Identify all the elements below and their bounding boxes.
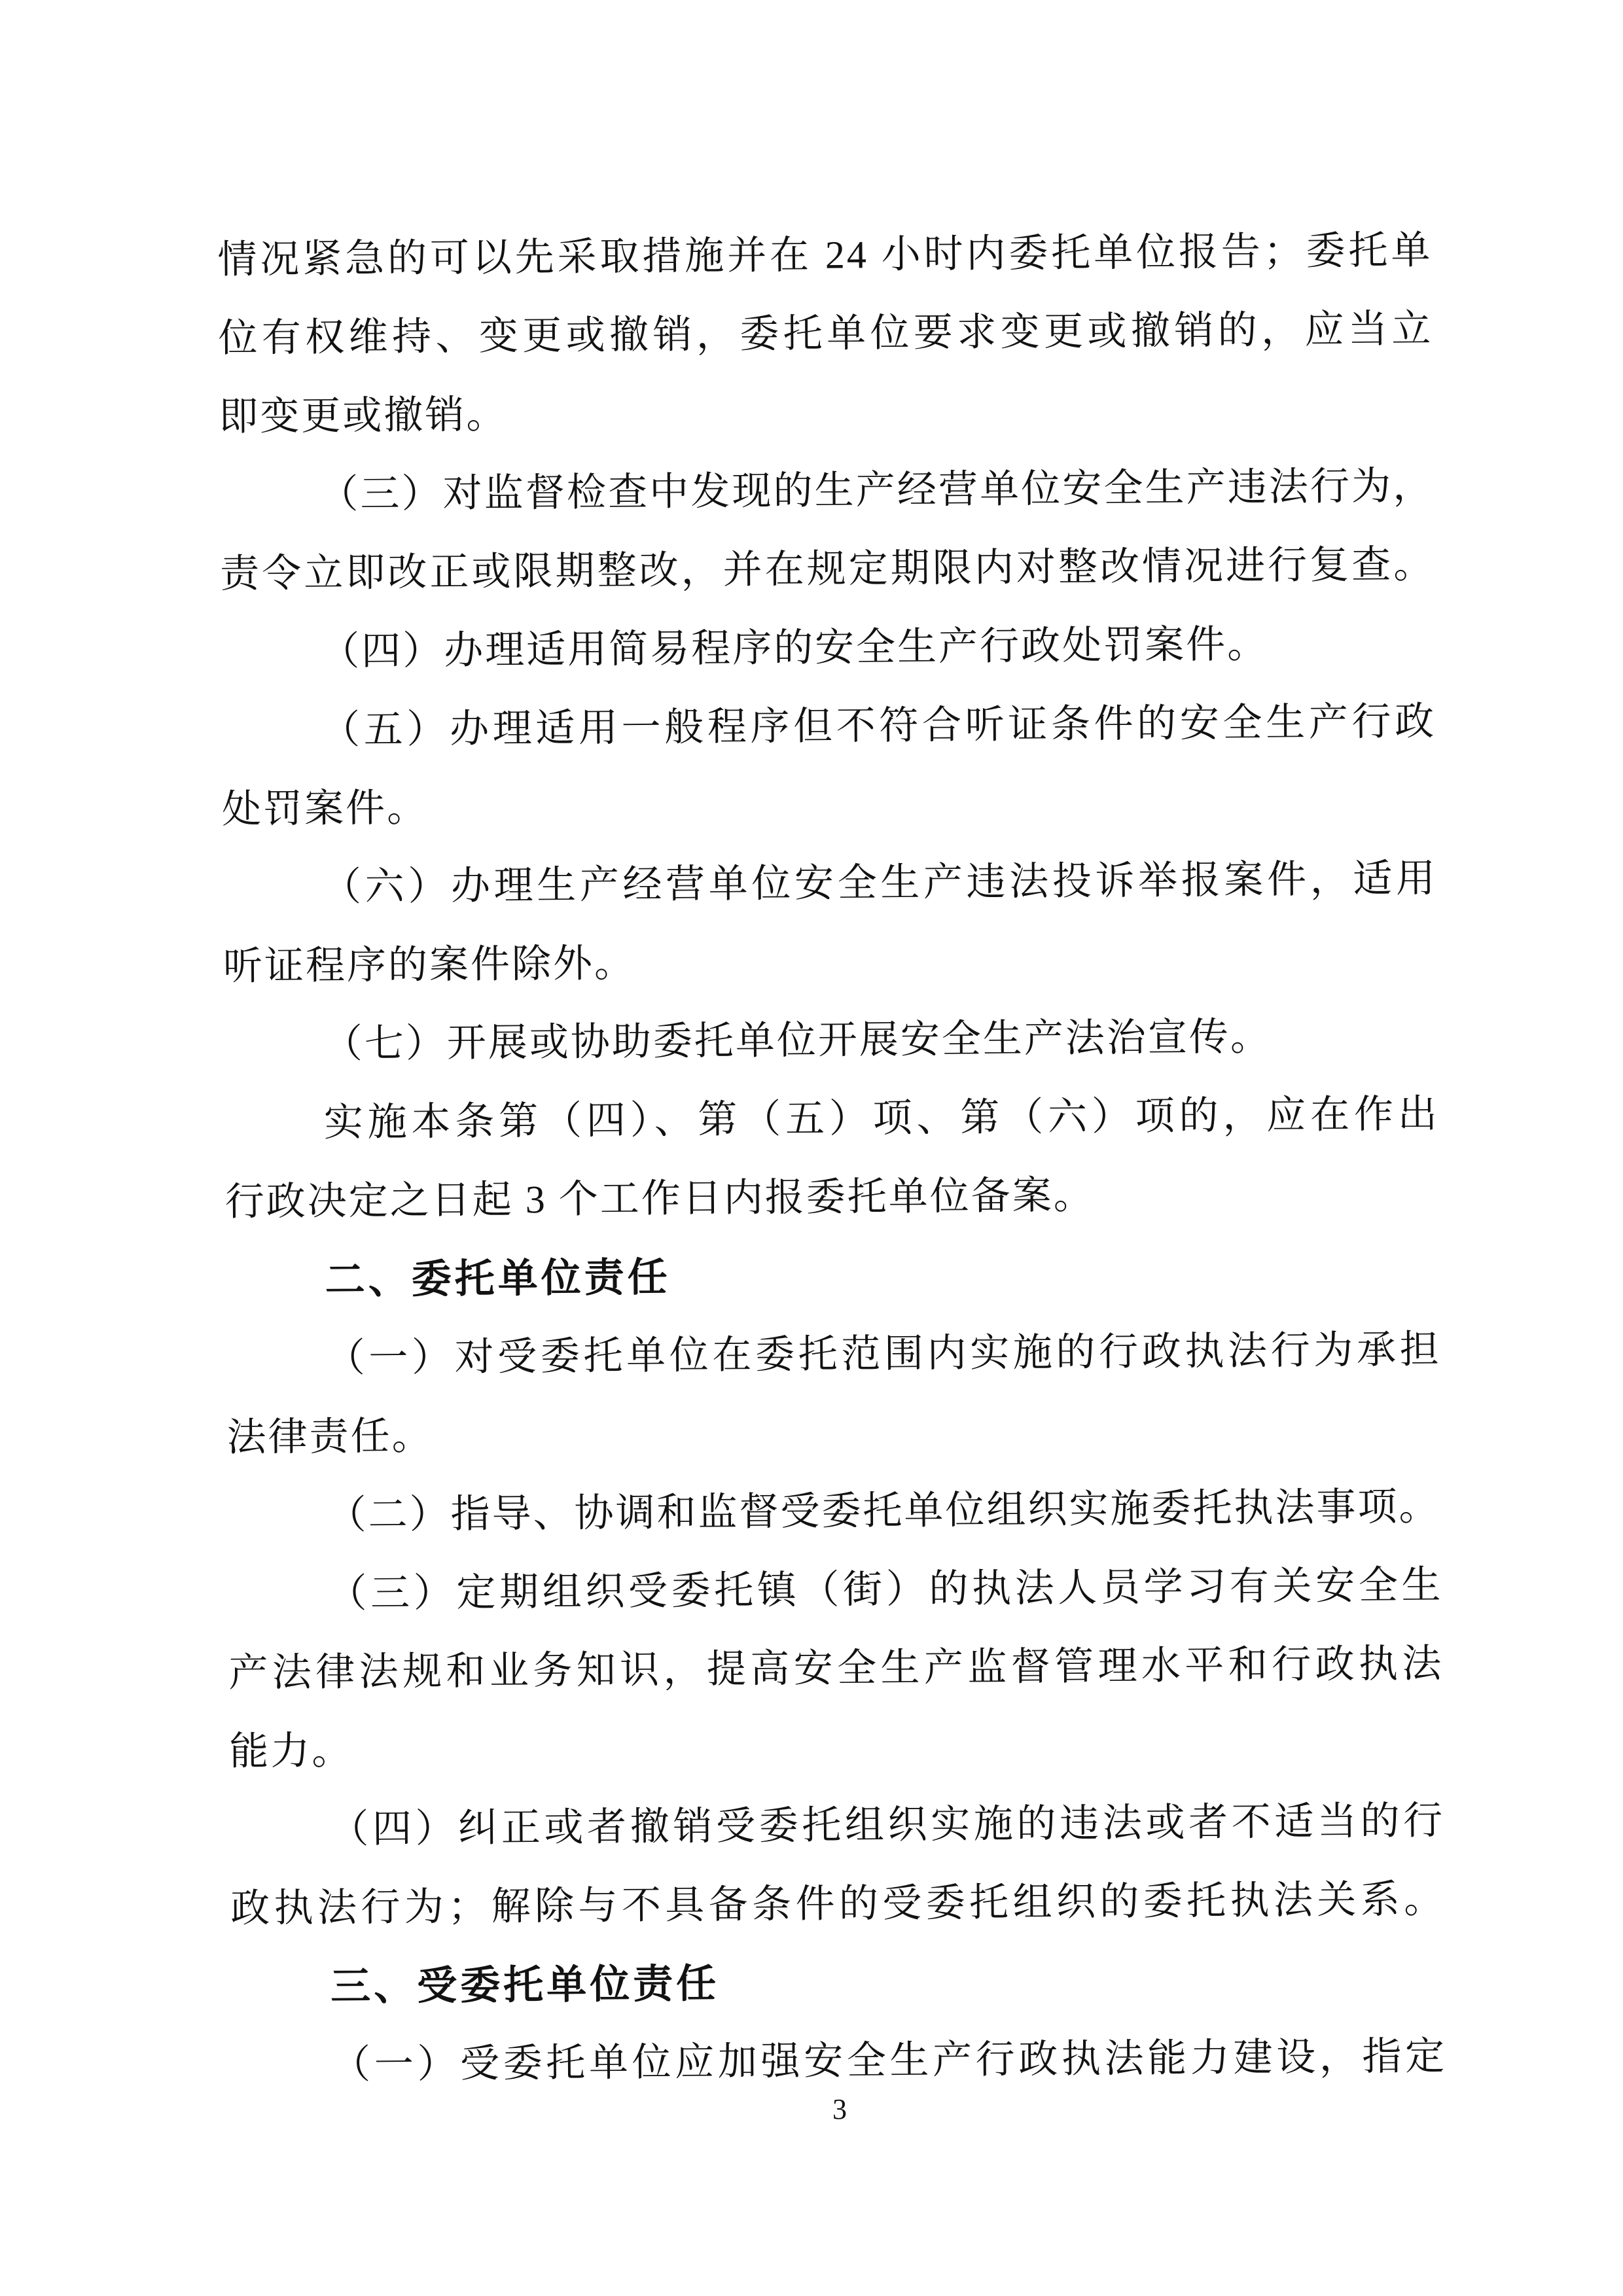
text-line: 产法律法规和业务知识，提高安全生产监督管理水平和行政执法 xyxy=(228,1642,1444,1695)
text-line: （四）办理适用简易程序的安全生产行政处罚案件。 xyxy=(319,622,1269,673)
text-line: （一）受委托单位应加强安全生产行政执法能力建设，指定 xyxy=(330,2034,1447,2087)
text-line: 情况紧急的可以先采取措施并在 24 小时内委托单位报告；委托单 xyxy=(217,228,1433,281)
text-line: 政执法行为；解除与不具备条件的受委托组织的委托执法关系。 xyxy=(230,1877,1446,1930)
text-line: （五）办理适用一般程序但不符合听证条件的安全生产行政 xyxy=(320,699,1436,752)
section-heading: 三、受委托单位责任 xyxy=(330,1961,720,2009)
text-line: 责令立即改正或限期整改，并在规定期限内对整改情况进行复查。 xyxy=(219,542,1435,595)
text-line: 处罚案件。 xyxy=(221,786,429,831)
text-line: （六）办理生产经营单位安全生产违法投诉举报案件，适用 xyxy=(321,857,1438,909)
text-line: （三）定期组织受委托镇（街）的执法人员学习有关安全生 xyxy=(327,1563,1443,1616)
text-line: 行政决定之日起 3 个工作日内报委托单位备案。 xyxy=(224,1173,1095,1224)
text-line: 位有权维持、变更或撤销，委托单位要求变更或撤销的，应当立 xyxy=(218,307,1433,360)
section-heading: 二、委托单位责任 xyxy=(325,1254,671,1302)
text-line: 即变更或撤销。 xyxy=(219,393,508,438)
text-line: 听证程序的案件除外。 xyxy=(223,942,636,988)
text-line: （一）对受委托单位在委托范围内实施的行政执法行为承担 xyxy=(325,1328,1441,1380)
text-line: 法律责任。 xyxy=(226,1414,433,1459)
page-number: 3 xyxy=(832,2093,847,2125)
text-line: （二）指导、协调和监督受委托单位组织实施委托执法事项。 xyxy=(327,1485,1440,1537)
text-line: 实施本条第（四）、第（五）项、第（六）项的，应在作出 xyxy=(323,1092,1440,1144)
text-line: （七）开展或协助委托单位开展安全生产法治宣传。 xyxy=(323,1015,1272,1066)
text-line: （三）对监督检查中发现的生产经营单位安全生产违法行为， xyxy=(319,464,1435,516)
document-text xyxy=(217,211,1447,2104)
text-line: （四）纠正或者撤销受委托组织实施的违法或者不适当的行 xyxy=(329,1799,1445,1851)
text-line: 能力。 xyxy=(229,1729,353,1773)
